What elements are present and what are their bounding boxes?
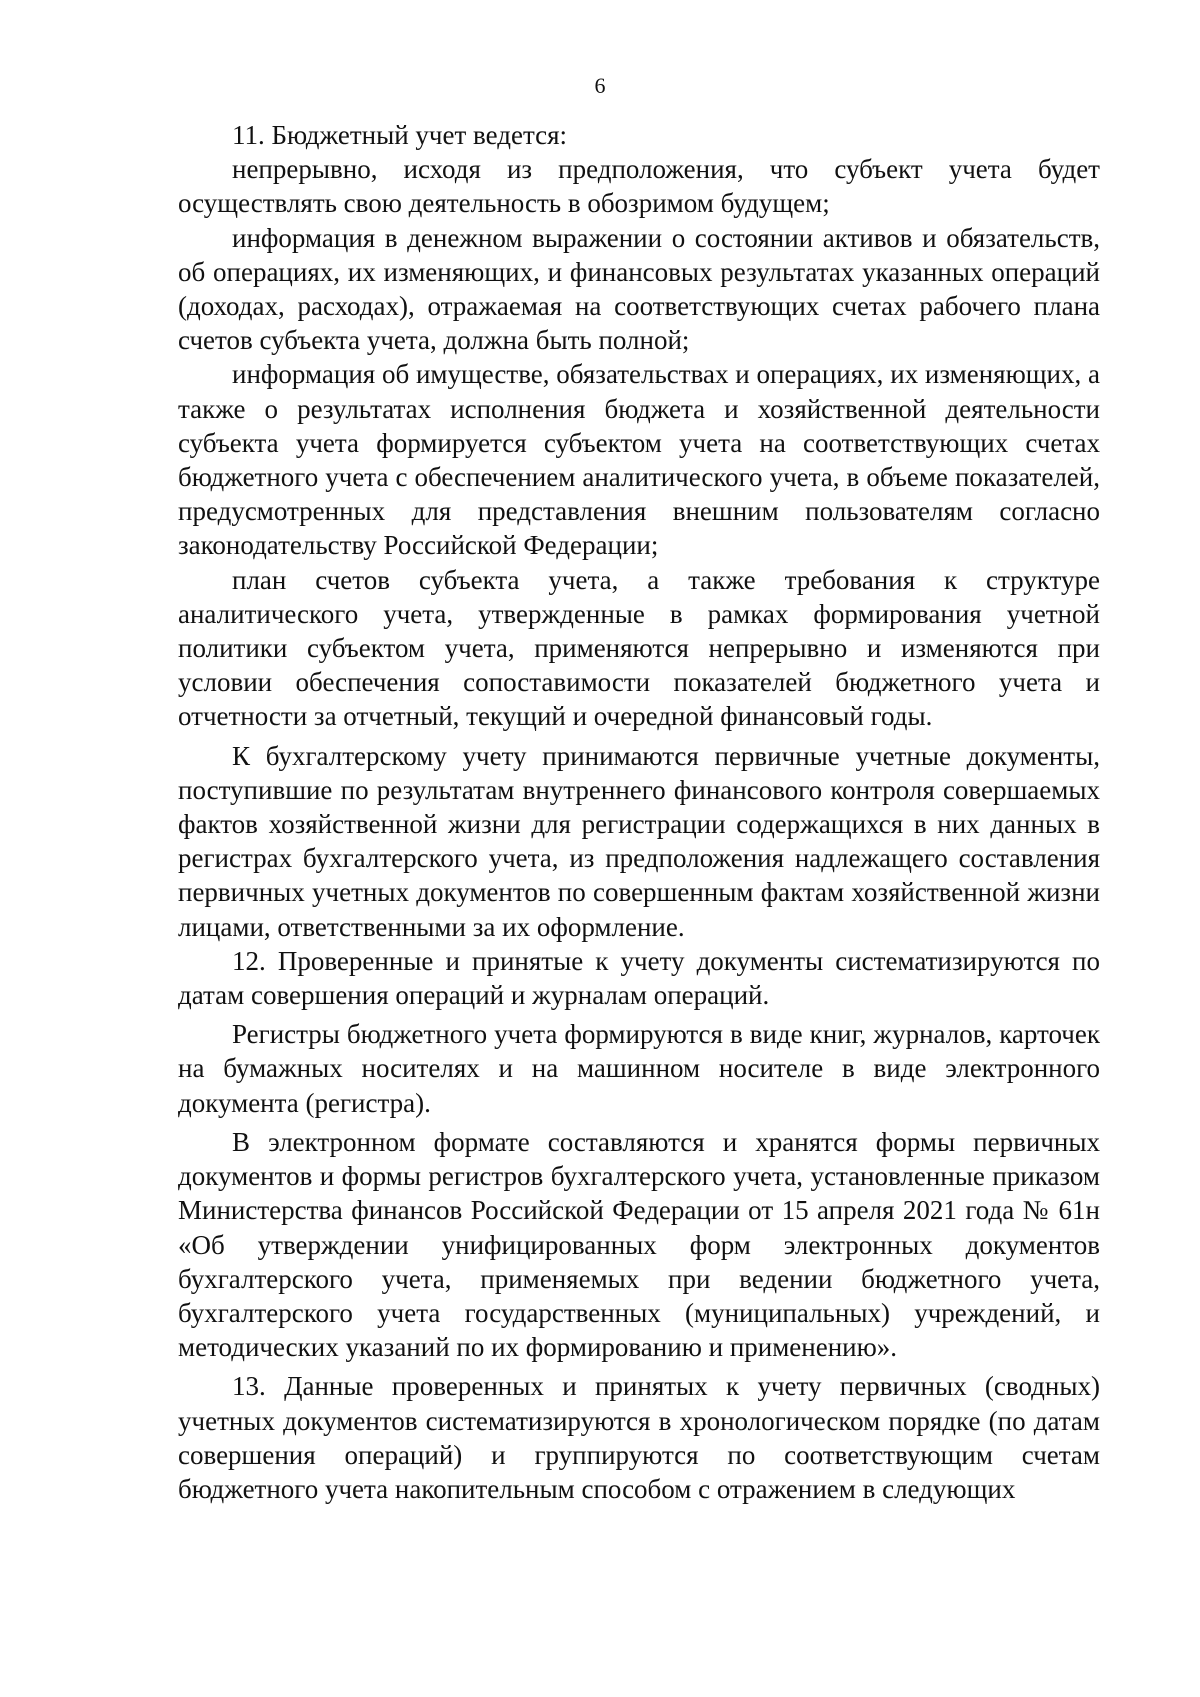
paragraph-continuity: непрерывно, исходя из предположения, что субъект учета будет осуществлять свою деятельность в обозримом будущем;	[178, 154, 1100, 219]
paragraph-primary-documents: К бухгалтерскому учету принимаются первичные учетные документы, поступившие по результатам внутреннего финансового контроля совершаемых фактов хозяйственной жизни для регистрации содержащихся в них данных в регистрах бухгалтерского учета, из предположения надлежащего составления первичных учетных документов по совершенным фактам хозяйственной жизни лицами, ответственными за их оформление.	[178, 740, 1100, 942]
paragraph-electronic-format: В электронном формате составляются и хранятся формы первичных документов и формы регистров бухгалтерского учета, установленные приказом Министерства финансов Российской Федерации от 15 апреля 2021 года № 61н «Об утверждении унифицированных форм электронных документов бухгалтерского учета, применяемых при ведении бюджетного учета, бухгалтерского учета государственных (муниципальных) учреждений, и методических указаний по их формированию и применению».	[178, 1126, 1100, 1363]
paragraph-13: 13. Данные проверенных и принятых к учету первичных (сводных) учетных документов систематизируются в хронологическом порядке (по датам совершения операций) и группируются по соответствующим счетам бюджетного учета накопительным способом с отражением в следующих	[178, 1371, 1100, 1504]
paragraph-12: 12. Проверенные и принятые к учету документы систематизируются по датам совершения операций и журналам операций.	[178, 945, 1100, 1011]
paragraph-registers: Регистры бюджетного учета формируются в виде книг, журналов, карточек на бумажных носителях и на машинном носителе в виде электронного документа (регистра).	[178, 1019, 1100, 1118]
paragraph-11-heading: 11. Бюджетный учет ведется:	[232, 120, 567, 150]
page-number: 6	[594, 73, 606, 98]
paragraph-chart-of-accounts: план счетов субъекта учета, а также требования к структуре аналитического учета, утвержденные в рамках формирования учетной политики субъектом учета, применяются непрерывно и изменяются при условии обеспечения сопоставимости показателей бюджетного учета и отчетности за отчетный, текущий и очередной финансовый годы.	[178, 564, 1100, 732]
paragraph-property-information: информация об имуществе, обязательствах и операциях, их изменяющих, а также о результатах исполнения бюджета и хозяйственной деятельности субъекта учета формируется субъектом учета на соответствующих счетах бюджетного учета с обеспечением аналитического учета, в объеме показателей, предусмотренных для представления внешним пользователям согласно законодательству Российской Федерации;	[178, 359, 1100, 561]
paragraph-monetary-information: информация в денежном выражении о состоянии активов и обязательств, об операциях, их изменяющих, и финансовых результатах указанных операций (доходах, расходах), отражаемая на соответствующих счетах рабочего плана счетов субъекта учета, должна быть полной;	[178, 222, 1100, 356]
document-body	[178, 118, 1100, 1506]
